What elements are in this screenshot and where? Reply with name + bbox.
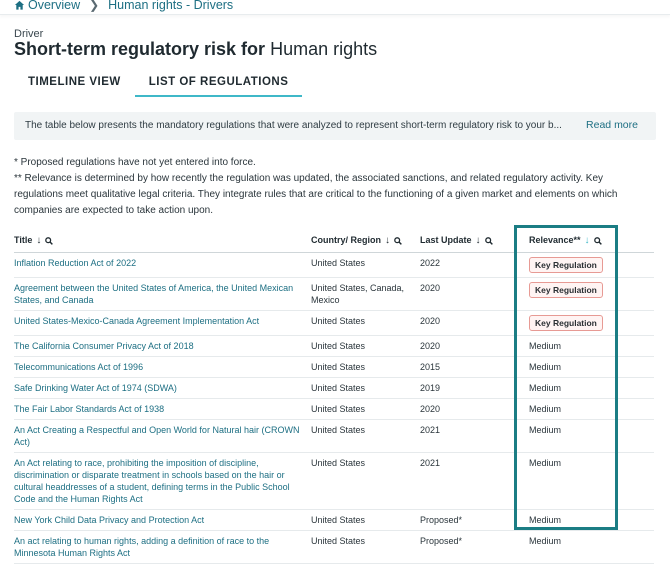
regulation-relevance: Medium (529, 357, 654, 378)
regulation-title-link[interactable]: Telecommunications Act of 1996 (14, 362, 144, 373)
tab-timeline-view[interactable]: TIMELINE VIEW (28, 76, 121, 88)
regulation-title-link[interactable]: An Act relating to race, prohibiting the imposition of discipline, discrimination or disparate treatment in schools based on the hair or cultural headdresses of a student, defining terms in the Public School Code and the Human Rights Act (14, 458, 290, 505)
regulation-last-update: 2022 (420, 253, 529, 278)
regulation-country: United States (311, 336, 420, 357)
table-row (14, 453, 654, 510)
note-relevance: ** Relevance is determined by how recently the regulation was updated, the associated sanctions, and related regulatory activity. Key regulations meet qualitative legal criteria. They integrate rules that are critical to the functioning of a given market and elements on which companies are expected to take action upon. (14, 173, 618, 216)
notes (14, 155, 654, 219)
table-row (14, 420, 654, 453)
column-header-relevance (529, 231, 654, 253)
note-proposed: * Proposed regulations have not yet entered into force. (14, 157, 256, 168)
regulation-last-update: Proposed* (420, 510, 529, 531)
page-eyebrow: Driver (14, 28, 44, 40)
regulation-last-update: 2021 (420, 420, 529, 453)
table-row (14, 357, 654, 378)
table-row (14, 378, 654, 399)
regulation-last-update: 2020 (420, 278, 529, 311)
regulation-title-link[interactable]: An Act Creating a Respectful and Open World for Natural hair (CROWN Act) (14, 425, 300, 448)
page-title-bold: Short-term regulatory risk for (14, 39, 266, 59)
table-row (14, 253, 654, 278)
regulation-relevance: Medium (529, 453, 654, 510)
arrow-down-icon[interactable]: ↓ (584, 235, 590, 247)
search-icon[interactable] (45, 237, 53, 245)
page-title-subject: Human rights (270, 39, 378, 59)
search-icon[interactable] (394, 237, 402, 245)
info-banner-text: The table below presents the mandatory regulations that were analyzed to represent short-term regulatory risk to your b... (25, 120, 562, 131)
table-row (14, 336, 654, 357)
column-header-title (14, 231, 311, 253)
read-more-link[interactable]: Read more (586, 119, 638, 131)
chevron-right-icon: ❯ (89, 0, 100, 12)
regulation-last-update: 2021 (420, 453, 529, 510)
regulation-relevance: Medium (529, 378, 654, 399)
column-header-last-update (420, 231, 529, 253)
regulation-title-link[interactable]: Agreement between the United States of America, the United Mexican States, and Canada (14, 283, 294, 306)
top-bar (0, 0, 670, 15)
regulation-country: United States (311, 253, 420, 278)
search-icon[interactable] (594, 237, 602, 245)
regulation-country: United States (311, 510, 420, 531)
key-regulation-badge: Key Regulation (529, 315, 603, 331)
regulation-relevance: Medium (529, 531, 654, 564)
info-banner (14, 112, 656, 140)
regulation-last-update: 2020 (420, 336, 529, 357)
table-row (14, 510, 654, 531)
regulation-country: United States (311, 531, 420, 564)
regulation-title-link[interactable]: The Fair Labor Standards Act of 1938 (14, 404, 165, 415)
arrow-down-icon[interactable]: ↓ (385, 235, 390, 247)
regulations-table (14, 231, 654, 564)
view-tabs (14, 76, 302, 97)
regulation-title-link[interactable]: New York Child Data Privacy and Protection Act (14, 515, 205, 526)
key-regulation-badge: Key Regulation (529, 282, 603, 298)
regulation-title-link[interactable]: The California Consumer Privacy Act of 2018 (14, 341, 194, 352)
search-icon[interactable] (485, 237, 493, 245)
regulation-last-update: 2019 (420, 378, 529, 399)
breadcrumb-current[interactable]: Human rights - Drivers (108, 0, 234, 12)
regulation-relevance: Medium (529, 336, 654, 357)
tab-list-of-regulations[interactable]: LIST OF REGULATIONS (135, 76, 303, 97)
regulation-relevance: Medium (529, 510, 654, 531)
column-header-country (311, 231, 420, 253)
regulation-last-update: 2015 (420, 357, 529, 378)
table-header-row (14, 231, 654, 253)
regulation-last-update: 2020 (420, 399, 529, 420)
column-title-label: Title (14, 235, 33, 245)
column-relevance-label: Relevance** (529, 235, 581, 245)
regulation-title-link[interactable]: An act relating to human rights, adding a definition of race to the Minnesota Human Rights Act (14, 536, 270, 559)
regulation-country: United States, Canada, Mexico (311, 278, 420, 311)
regulation-title-link[interactable]: United States-Mexico-Canada Agreement Implementation Act (14, 316, 260, 327)
regulation-relevance: Medium (529, 420, 654, 453)
regulation-country: United States (311, 399, 420, 420)
table-row (14, 311, 654, 336)
regulation-title-link[interactable]: Inflation Reduction Act of 2022 (14, 258, 137, 269)
table-row (14, 531, 654, 564)
arrow-down-icon[interactable]: ↓ (36, 235, 42, 247)
regulation-country: United States (311, 378, 420, 399)
regulation-country: United States (311, 357, 420, 378)
regulation-title-link[interactable]: Safe Drinking Water Act of 1974 (SDWA) (14, 383, 177, 394)
regulation-last-update: 2020 (420, 311, 529, 336)
breadcrumb-overview-link[interactable]: Overview (28, 0, 81, 12)
home-icon[interactable] (14, 0, 25, 11)
breadcrumb (14, 0, 233, 12)
table-row (14, 399, 654, 420)
page-title (14, 39, 377, 60)
arrow-down-icon[interactable]: ↓ (475, 235, 481, 247)
regulation-country: United States (311, 311, 420, 336)
regulation-country: United States (311, 453, 420, 510)
column-last-update-label: Last Update (420, 235, 472, 245)
key-regulation-badge: Key Regulation (529, 257, 603, 273)
regulation-country: United States (311, 420, 420, 453)
regulation-last-update: Proposed* (420, 531, 529, 564)
regulation-relevance: Medium (529, 399, 654, 420)
column-country-label: Country/ Region (311, 235, 381, 245)
table-row (14, 278, 654, 311)
